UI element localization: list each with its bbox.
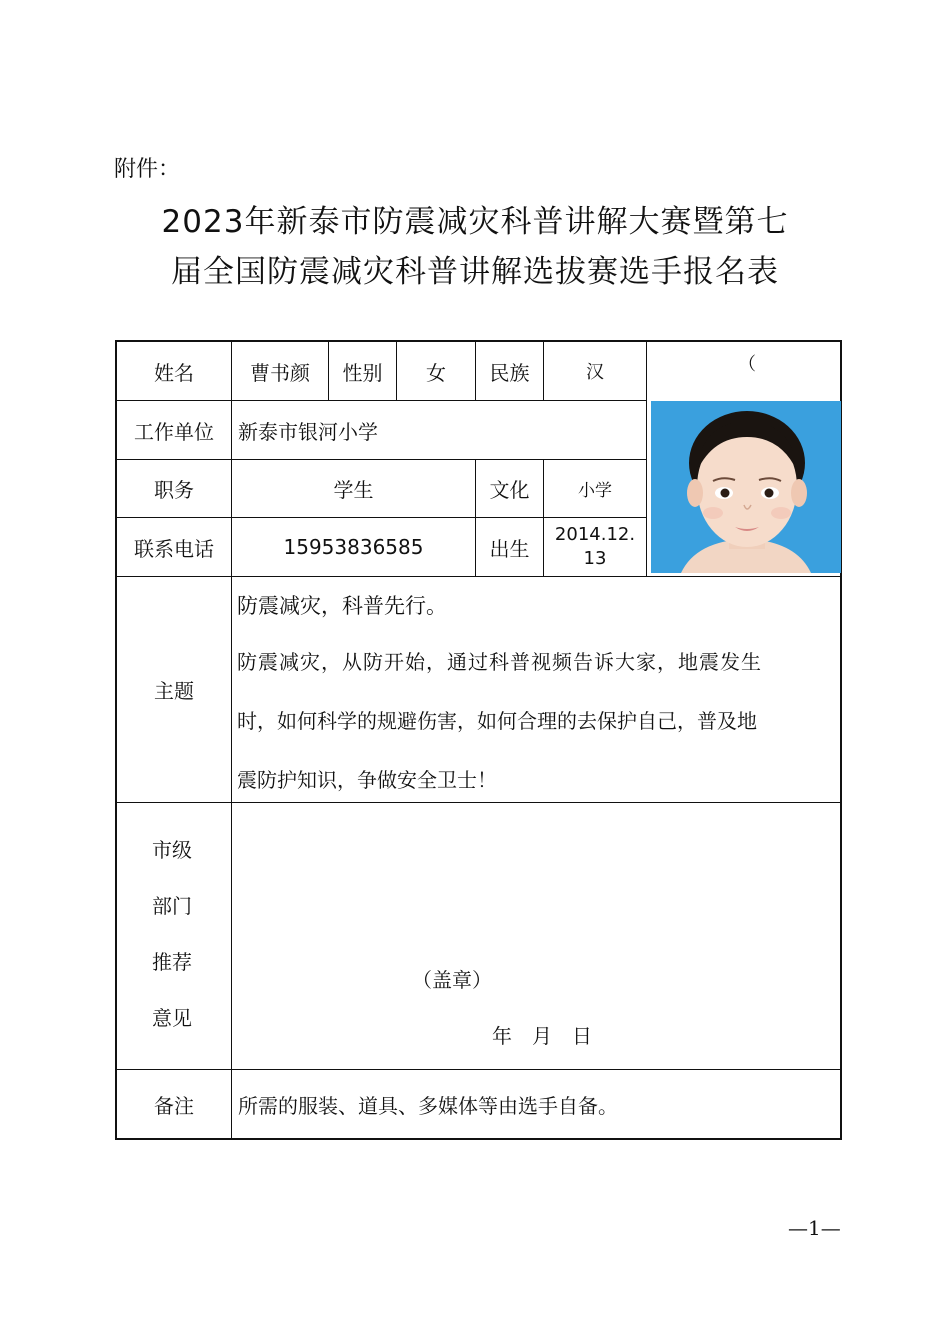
education-label: 文化 — [489, 478, 530, 502]
remarks-value: 所需的服装、道具、多媒体等由选手自备。 — [238, 1093, 618, 1118]
column-divider — [646, 340, 647, 576]
gender-value: 女 — [426, 360, 446, 385]
attachment-label: 附件： — [114, 157, 181, 182]
theme-title: 防震减灾，科普先行。 — [237, 594, 447, 618]
ethnicity-label: 民族 — [489, 360, 530, 385]
table-border-bottom — [115, 1138, 842, 1140]
phone-label: 联系电话 — [134, 536, 214, 561]
birth-value-line-1: 2014.12. — [554, 524, 636, 545]
birth-label: 出生 — [489, 536, 530, 561]
position-value: 学生 — [333, 478, 374, 502]
form-title-line-1: 2023年新泰市防震减灾科普讲解大赛暨第七 — [161, 204, 789, 240]
theme-text-line-2: 时，如何科学的规避伤害，如何合理的去保护自己，普及地 — [237, 709, 757, 733]
recommend-label-line-4: 意见 — [152, 1006, 192, 1030]
position-label: 职务 — [154, 478, 194, 502]
theme-text-line-1: 防震减灾，从防开始，通过科普视频告诉大家，地震发生 — [237, 650, 762, 674]
education-value: 小学 — [578, 481, 612, 501]
phone-value: 15953836585 — [283, 535, 424, 559]
gender-label: 性别 — [342, 360, 383, 385]
ethnicity-value: 汉 — [586, 362, 604, 383]
applicant-photo — [651, 401, 841, 573]
theme-text-line-3: 震防护知识，争做安全卫士！ — [237, 768, 497, 792]
page-number: —1— — [788, 1216, 841, 1240]
recommend-label-line-2: 部门 — [152, 894, 192, 918]
form-title-line-2: 届全国防震减灾科普讲解选拔赛选手报名表 — [171, 254, 779, 290]
birth-value — [544, 518, 646, 576]
work-unit-label: 工作单位 — [134, 419, 214, 444]
seal-text: （盖章） — [412, 968, 492, 992]
recommend-label-line-1: 市级 — [152, 838, 192, 862]
recommend-label-line-3: 推荐 — [152, 950, 192, 974]
birth-value-line-2: 13 — [583, 548, 607, 569]
photo-parenthesis: （ — [738, 354, 756, 375]
remarks-label: 备注 — [154, 1093, 194, 1118]
row-divider — [115, 802, 842, 803]
work-unit-value: 新泰市银河小学 — [238, 419, 378, 444]
date-text: 年 月 日 — [492, 1024, 592, 1048]
theme-label: 主题 — [154, 679, 194, 703]
name-label: 姓名 — [154, 360, 194, 385]
name-value: 曹书颜 — [250, 360, 310, 385]
